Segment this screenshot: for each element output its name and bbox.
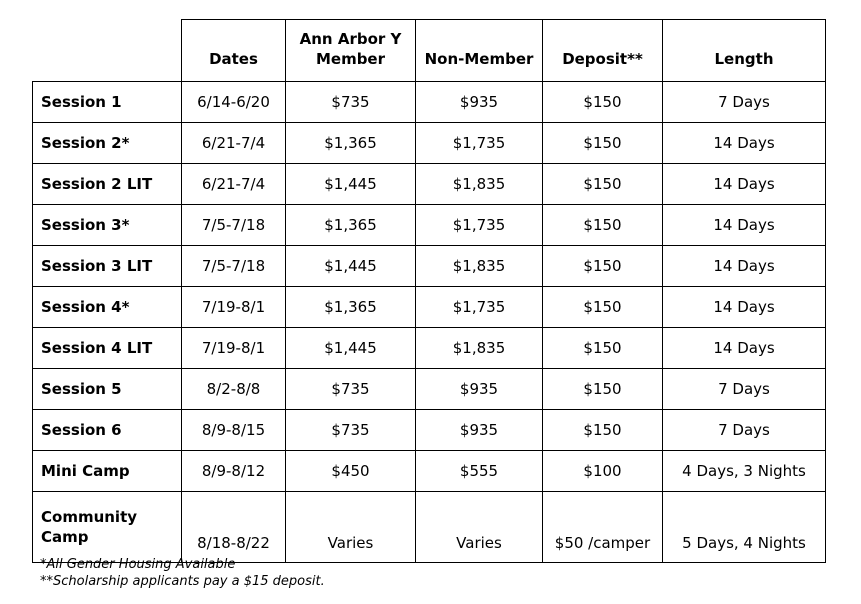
table-row <box>33 205 826 246</box>
nonmember-price-cell: $1,735 <box>416 287 543 328</box>
member-price-cell: $1,365 <box>286 123 416 164</box>
header-blank-cell <box>33 20 182 82</box>
header-member-line2: Member <box>315 50 386 68</box>
member-price-cell: $450 <box>286 451 416 492</box>
dates-cell: 6/21-7/4 <box>182 164 286 205</box>
deposit-cell: $150 <box>543 328 663 369</box>
header-length: Length <box>663 20 826 82</box>
member-price-cell: $1,445 <box>286 246 416 287</box>
session-cell: Session 6 <box>33 410 182 451</box>
nonmember-price-cell: $935 <box>416 410 543 451</box>
nonmember-price-cell: Varies <box>416 492 543 563</box>
table-row <box>33 369 826 410</box>
member-price-cell: $1,365 <box>286 205 416 246</box>
header-deposit: Deposit** <box>543 20 663 82</box>
length-cell: 14 Days <box>663 123 826 164</box>
member-price-cell: $1,445 <box>286 164 416 205</box>
deposit-cell: $150 <box>543 246 663 287</box>
session-cell: Session 4 LIT <box>33 328 182 369</box>
session-cell: Session 3 LIT <box>33 246 182 287</box>
header-row <box>33 20 826 82</box>
deposit-cell: $150 <box>543 287 663 328</box>
deposit-cell: $150 <box>543 369 663 410</box>
header-nonmember: Non-Member <box>416 20 543 82</box>
footnotes <box>40 556 325 590</box>
nonmember-price-cell: $555 <box>416 451 543 492</box>
footnote-scholarship: **Scholarship applicants pay a $15 deposit. <box>40 574 325 589</box>
length-cell: 14 Days <box>663 246 826 287</box>
session-cell: Session 2* <box>33 123 182 164</box>
length-cell: 7 Days <box>663 369 826 410</box>
deposit-cell: $150 <box>543 123 663 164</box>
table-row <box>33 164 826 205</box>
header-dates: Dates <box>182 20 286 82</box>
table-row <box>33 82 826 123</box>
session-label-line1: Community <box>41 508 138 526</box>
footnote-housing: *All Gender Housing Available <box>40 557 236 572</box>
member-price-cell: $735 <box>286 410 416 451</box>
member-price-cell: $1,445 <box>286 328 416 369</box>
session-cell <box>33 492 182 563</box>
dates-cell: 7/19-8/1 <box>182 328 286 369</box>
deposit-cell: $150 <box>543 164 663 205</box>
table-row <box>33 328 826 369</box>
length-cell: 14 Days <box>663 205 826 246</box>
deposit-cell: $150 <box>543 410 663 451</box>
session-cell: Session 5 <box>33 369 182 410</box>
dates-cell: 8/18-8/22 <box>182 492 286 563</box>
table-row <box>33 492 826 563</box>
session-cell: Session 2 LIT <box>33 164 182 205</box>
deposit-cell: $150 <box>543 205 663 246</box>
table-body <box>33 82 826 563</box>
length-cell: 4 Days, 3 Nights <box>663 451 826 492</box>
dates-cell: 8/2-8/8 <box>182 369 286 410</box>
header-member-line1: Ann Arbor Y <box>299 30 402 48</box>
member-price-cell: $735 <box>286 369 416 410</box>
table-row <box>33 451 826 492</box>
length-cell: 7 Days <box>663 410 826 451</box>
nonmember-price-cell: $1,835 <box>416 328 543 369</box>
length-cell: 14 Days <box>663 164 826 205</box>
dates-cell: 8/9-8/12 <box>182 451 286 492</box>
dates-cell: 7/19-8/1 <box>182 287 286 328</box>
length-cell: 7 Days <box>663 82 826 123</box>
table-row <box>33 410 826 451</box>
nonmember-price-cell: $1,835 <box>416 246 543 287</box>
dates-cell: 8/9-8/15 <box>182 410 286 451</box>
dates-cell: 7/5-7/18 <box>182 205 286 246</box>
session-cell: Session 4* <box>33 287 182 328</box>
nonmember-price-cell: $1,735 <box>416 205 543 246</box>
deposit-cell: $100 <box>543 451 663 492</box>
member-price-cell: $735 <box>286 82 416 123</box>
dates-cell: 7/5-7/18 <box>182 246 286 287</box>
session-label-line2: Camp <box>41 528 89 546</box>
session-cell: Session 1 <box>33 82 182 123</box>
dates-cell: 6/14-6/20 <box>182 82 286 123</box>
table-row <box>33 287 826 328</box>
member-price-cell: Varies <box>286 492 416 563</box>
length-cell: 14 Days <box>663 328 826 369</box>
dates-cell: 6/21-7/4 <box>182 123 286 164</box>
table-row <box>33 246 826 287</box>
member-price-cell: $1,365 <box>286 287 416 328</box>
length-cell: 14 Days <box>663 287 826 328</box>
nonmember-price-cell: $1,835 <box>416 164 543 205</box>
nonmember-price-cell: $935 <box>416 369 543 410</box>
table-row <box>33 123 826 164</box>
deposit-cell: $150 <box>543 82 663 123</box>
length-cell: 5 Days, 4 Nights <box>663 492 826 563</box>
camp-rates-table <box>32 19 826 563</box>
deposit-cell: $50 /camper <box>543 492 663 563</box>
header-member <box>286 20 416 82</box>
nonmember-price-cell: $935 <box>416 82 543 123</box>
nonmember-price-cell: $1,735 <box>416 123 543 164</box>
session-cell: Session 3* <box>33 205 182 246</box>
session-cell: Mini Camp <box>33 451 182 492</box>
